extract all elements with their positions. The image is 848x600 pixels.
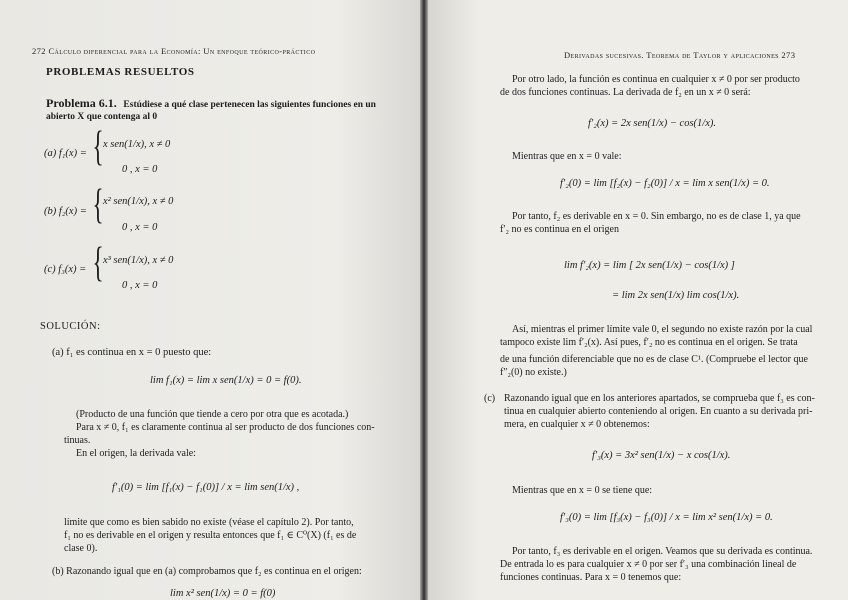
sol-a-origin: En el origen, la derivada vale: — [76, 448, 196, 459]
func-c-brace: { — [92, 240, 104, 286]
r-c-line2: tinua en cualquier abierto conteniendo al origen. En cuanto a su derivada pri- — [504, 406, 813, 417]
left-page — [0, 0, 420, 600]
r-c-line1: Razonando igual que en los anteriores apartados, se comprueba que f₃ es con- — [504, 393, 815, 404]
sol-a-note-1: (Producto de una función que tiende a cero por otra que es acotada.) — [76, 409, 349, 420]
r-para4-line4: f″₂(0) no existe.) — [500, 367, 567, 378]
func-a-label: (a) f₁(x) = — [44, 148, 87, 159]
problem-statement-1: Estúdiese a qué clase pertenecen las siguientes funciones en un — [123, 100, 376, 110]
func-a-case2: 0 , x = 0 — [122, 164, 158, 175]
left-running-header: 272 Cálculo diferencial para la Economía: Un enfoque teórico-práctico — [32, 46, 316, 56]
section-title: PROBLEMAS RESUELTOS — [46, 66, 195, 78]
r-para5: Mientras que en x = 0 se tiene que: — [512, 485, 653, 496]
r-eq1: f′₂(x) = 2x sen(1/x) − cos(1/x). — [588, 118, 716, 129]
sol-b-intro: (b) Razonando igual que en (a) comprobamos que f₂ es continua en el origen: — [52, 566, 362, 577]
solution-label: SOLUCIÓN: — [40, 321, 101, 332]
problem-label: Problema 6.1. — [46, 96, 117, 110]
r-para2: Mientras que en x = 0 vale: — [512, 151, 622, 162]
right-running-header: Derivadas sucesivas. Teorema de Taylor y aplicaciones 273 — [564, 50, 796, 60]
sol-a-conclusion-2: f₁ no es derivable en el origen y resulta entonces que f₁ ∈ C⁰(X) (f₁ es de — [64, 530, 357, 541]
book-gutter — [420, 0, 428, 600]
sol-a-equation: lim f₁(x) = lim x sen(1/x) = 0 = f(0). — [150, 375, 302, 386]
sol-b-partial: lim x² sen(1/x) = 0 = f(0) — [170, 588, 276, 599]
r-para3-line1: Por tanto, f₂ es derivable en x = 0. Sin embargo, no es de clase 1, ya que — [512, 211, 801, 222]
r-para1-line2: de dos funciones continuas. La derivada de f₂ en un x ≠ 0 será: — [500, 87, 751, 98]
r-para4-line3: de una función diferenciable que no es de clase C¹. (Compruebe el lector que — [500, 354, 808, 365]
r-eq3: lim f′₂(x) = lim [ 2x sen(1/x) − cos(1/x) ] — [564, 260, 735, 271]
func-c-case2: 0 , x = 0 — [122, 280, 158, 291]
r-para4-line2: tampoco existe lim f′₂(x). Así pues, f′₂ no es continua en el origen. Se trata — [500, 337, 798, 348]
r-para6-line3: funciones continuas. Para x = 0 tenemos que: — [500, 572, 682, 583]
r-eq5: f′₃(x) = 3x² sen(1/x) − x cos(1/x). — [592, 450, 731, 461]
r-eq6: f′₃(0) = lim [f₃(x) − f₃(0)] / x = lim x² sen(1/x) = 0. — [560, 512, 773, 523]
r-para6-line1: Por tanto, f₃ es derivable en el origen. Veamos que su derivada es continua. — [512, 546, 813, 557]
r-para1-line1: Por otro lado, la función es continua en cualquier x ≠ 0 por ser producto — [512, 74, 800, 85]
sol-a-note-3: tinuas. — [64, 435, 91, 446]
sol-a-conclusion-3: clase 0). — [64, 543, 98, 554]
r-eq4: = lim 2x sen(1/x) lim cos(1/x). — [612, 290, 740, 301]
func-b-case1: x² sen(1/x), x ≠ 0 — [103, 196, 174, 207]
r-para3-line2: f′₂ no es continua en el origen — [500, 224, 619, 235]
func-a-case1: x sen(1/x), x ≠ 0 — [103, 139, 171, 150]
sol-a-note-2: Para x ≠ 0, f₁ es claramente continua al ser producto de dos funciones con- — [76, 422, 375, 433]
r-para4-line1: Así, mientras el primer límite vale 0, el segundo no existe razón por la cual — [512, 324, 813, 335]
r-para6-line2: De entrada lo es para cualquier x ≠ 0 por ser f′₃ una combinación lineal de — [500, 559, 797, 570]
r-c-label: (c) — [484, 393, 496, 404]
func-c-case1: x³ sen(1/x), x ≠ 0 — [103, 255, 174, 266]
sol-a-derivative: f′₁(0) = lim [f₁(x) − f₁(0)] / x = lim sen(1/x) , — [112, 482, 300, 493]
right-page — [428, 0, 848, 600]
sol-a-intro: (a) f₁ es continua en x = 0 puesto que: — [52, 347, 212, 358]
func-b-case2: 0 , x = 0 — [122, 222, 158, 233]
func-b-label: (b) f₂(x) = — [44, 206, 87, 217]
problem-statement-2: abierto X que contenga al 0 — [46, 112, 158, 122]
sol-a-conclusion-1: límite que como es bien sabido no existe (véase el capítulo 2). Por tanto, — [64, 517, 354, 528]
func-a-brace: { — [92, 124, 104, 170]
r-c-line3: mera, en cualquier x ≠ 0 obtenemos: — [504, 419, 650, 430]
func-b-brace: { — [92, 182, 104, 228]
r-eq2: f′₂(0) = lim [f₂(x) − f₂(0)] / x = lim x sen(1/x) = 0. — [560, 178, 770, 189]
func-c-label: (c) f₃(x) = — [44, 264, 87, 275]
